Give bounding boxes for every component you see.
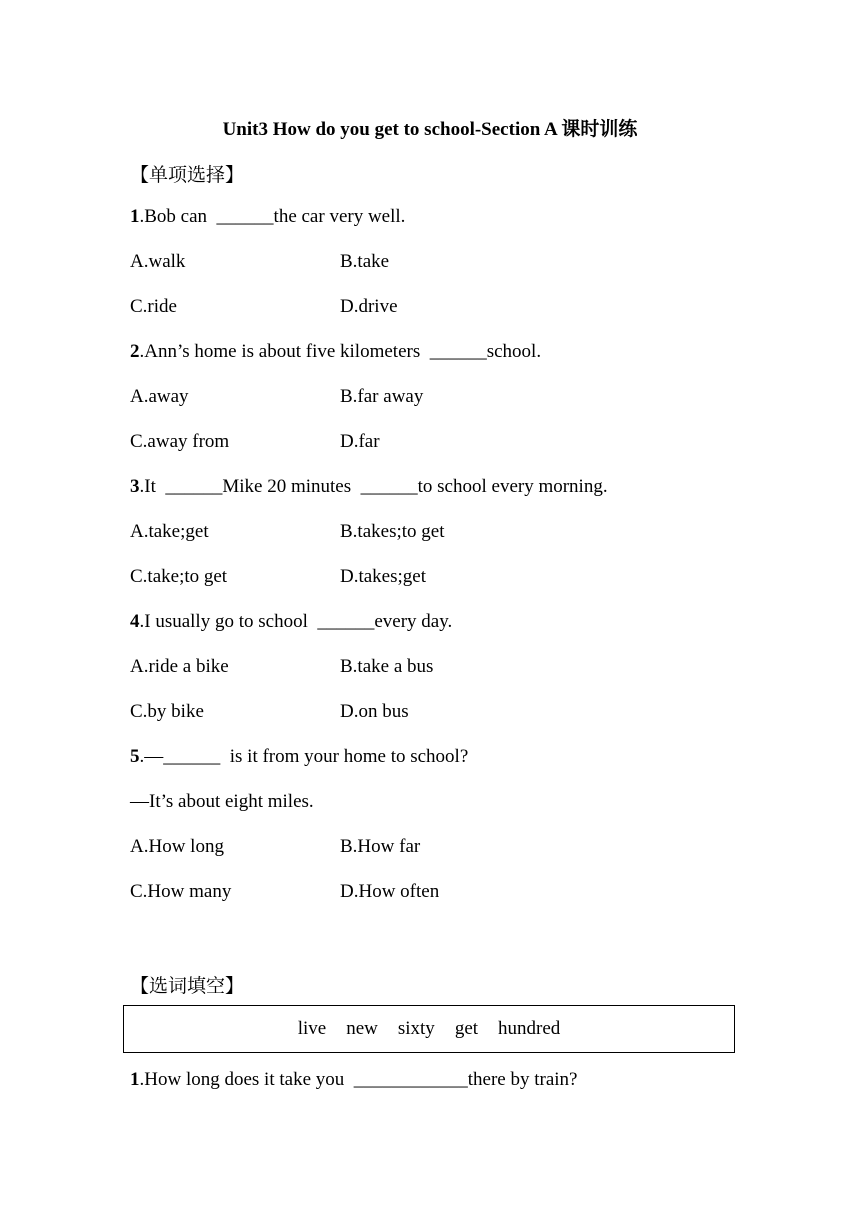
option-b: B.far away	[340, 386, 424, 407]
option-d: D.takes;get	[340, 566, 427, 587]
question-number: 4	[130, 611, 140, 632]
question-5-reply: —It’s about eight miles.	[130, 791, 314, 812]
question-text: .—______ is it from your home to school?	[139, 746, 469, 767]
section-heading-multiple-choice: 【单项选择】	[130, 165, 245, 186]
question-text: .Ann’s home is about five kilometers ______school.	[139, 341, 542, 362]
question-4	[130, 611, 452, 633]
question-text: .It ______Mike 20 minutes ______to school every morning.	[139, 476, 608, 497]
question-number: 1	[130, 206, 140, 227]
option-c: C.How many	[130, 881, 232, 902]
option-a: A.ride a bike	[130, 656, 229, 677]
word-bank-item: live	[297, 1018, 327, 1039]
option-a: A.take;get	[130, 521, 209, 542]
option-a: A.away	[130, 386, 189, 407]
question-number: 3	[130, 476, 140, 497]
question-2	[130, 341, 541, 363]
word-bank-item: hundred	[498, 1018, 561, 1039]
option-d: D.How often	[340, 881, 440, 902]
page-title: Unit3 How do you get to school-Section A 课时训练	[222, 119, 638, 140]
option-c: C.ride	[130, 296, 177, 317]
question-number: 1	[130, 1069, 140, 1090]
option-b: B.takes;to get	[340, 521, 445, 542]
question-number: 2	[130, 341, 140, 362]
option-a: A.How long	[130, 836, 224, 857]
option-d: D.drive	[340, 296, 398, 317]
option-d: D.far	[340, 431, 380, 452]
option-b: B.How far	[340, 836, 421, 857]
word-bank-box	[123, 1005, 735, 1053]
question-text: .I usually go to school ______every day.	[139, 611, 453, 632]
option-b: B.take a bus	[340, 656, 434, 677]
fill-question-1	[130, 1069, 577, 1091]
question-3	[130, 476, 608, 498]
question-text: .Bob can ______the car very well.	[139, 206, 406, 227]
question-5	[130, 746, 468, 768]
option-c: C.by bike	[130, 701, 204, 722]
word-bank-item: new	[346, 1018, 378, 1039]
option-c: C.take;to get	[130, 566, 228, 587]
question-text: .How long does it take you ____________there by train?	[139, 1069, 578, 1090]
option-a: A.walk	[130, 251, 186, 272]
question-number: 5	[130, 746, 140, 767]
word-bank-item: sixty	[397, 1018, 435, 1039]
word-bank-item: get	[454, 1018, 479, 1039]
option-b: B.take	[340, 251, 390, 272]
question-1	[130, 206, 405, 228]
section-heading-word-fill: 【选词填空】	[130, 976, 245, 997]
option-c: C.away from	[130, 431, 230, 452]
option-d: D.on bus	[340, 701, 409, 722]
